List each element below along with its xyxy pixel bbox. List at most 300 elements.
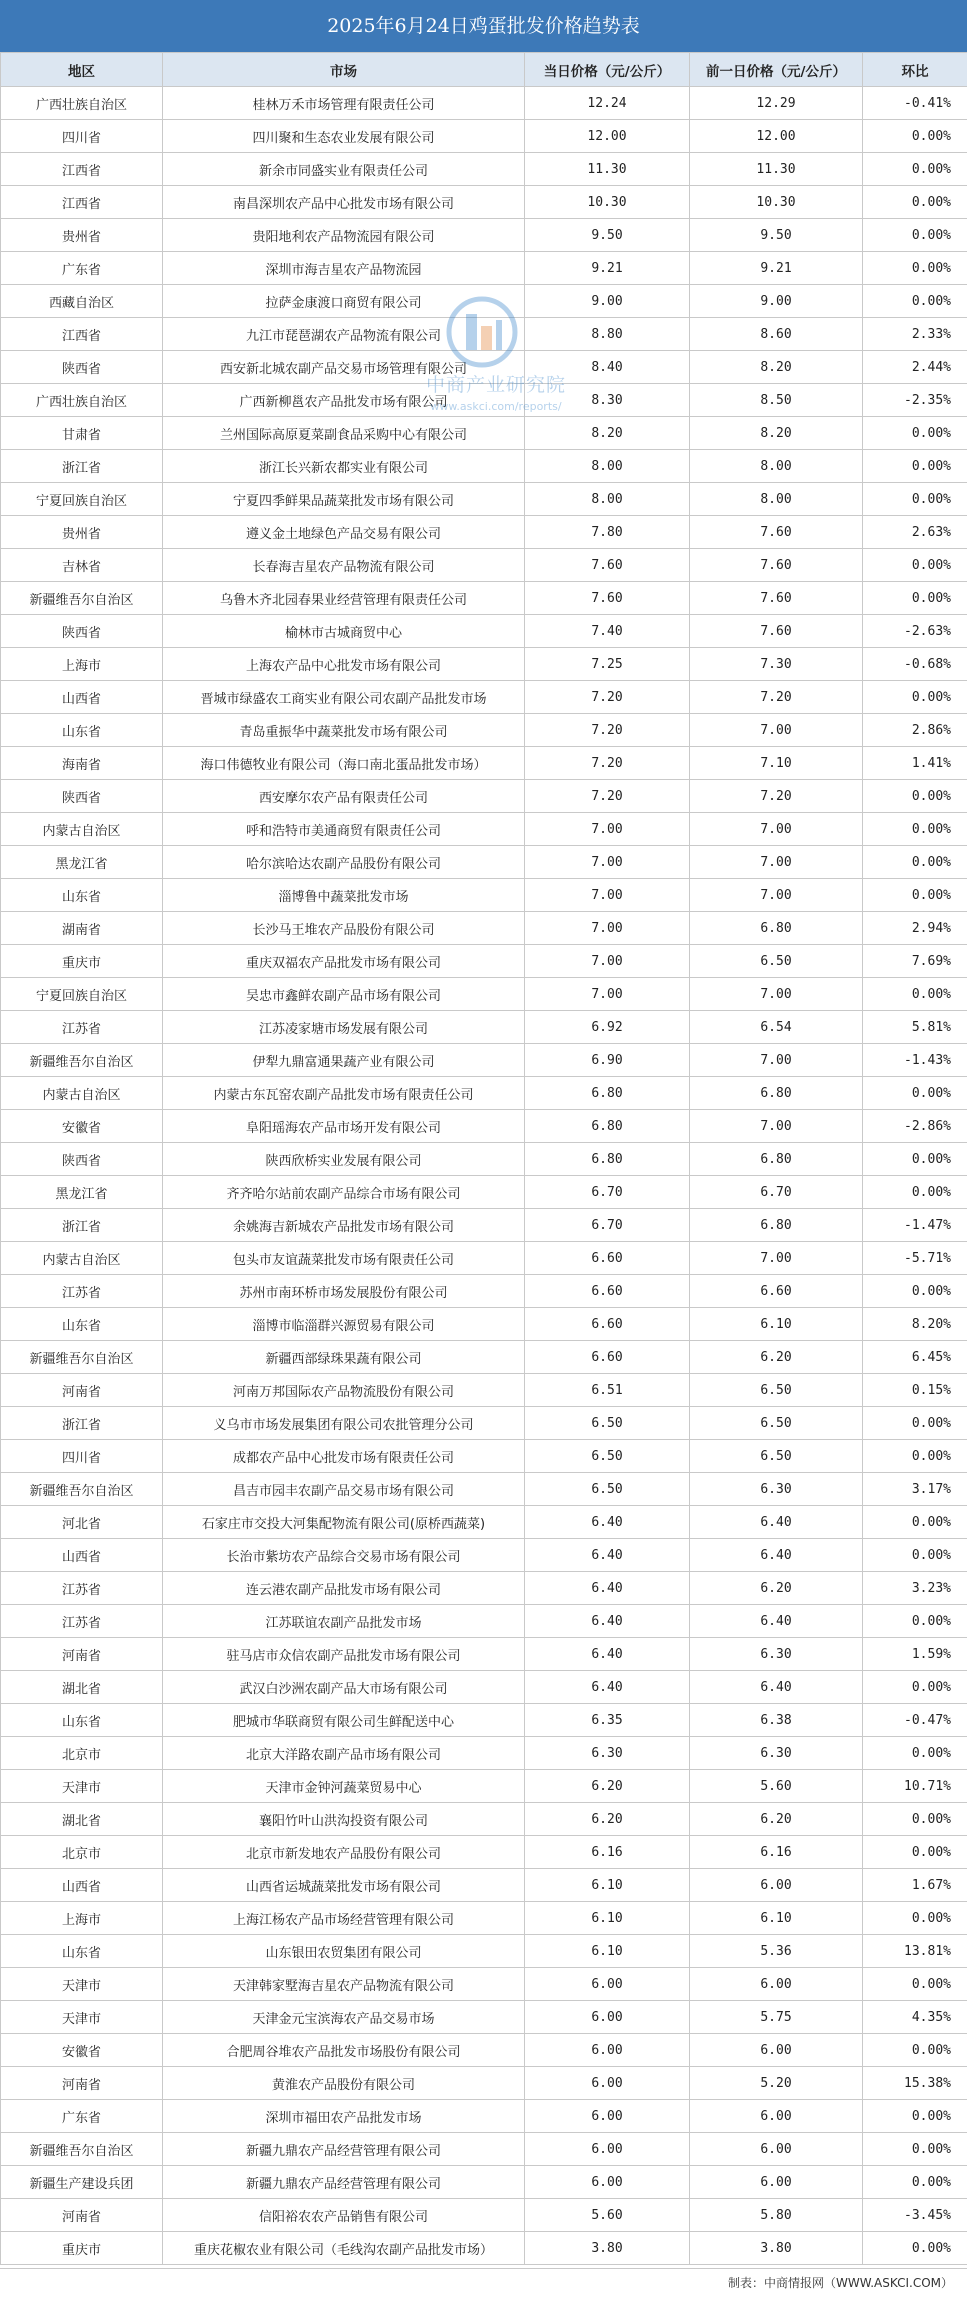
cell-market: 包头市友谊蔬菜批发市场有限责任公司 [163, 1242, 525, 1275]
cell-change: 8.20% [863, 1308, 967, 1341]
cell-region: 贵州省 [1, 516, 163, 549]
table-row [1, 1143, 967, 1176]
cell-prev-price: 8.00 [690, 483, 863, 516]
header-today-price: 当日价格（元/公斤） [525, 53, 690, 87]
cell-market: 武汉白沙洲农副产品大市场有限公司 [163, 1671, 525, 1704]
cell-region: 新疆维吾尔自治区 [1, 1341, 163, 1374]
cell-region: 浙江省 [1, 450, 163, 483]
cell-change: 0.00% [863, 1803, 967, 1836]
cell-market: 桂林万禾市场管理有限责任公司 [163, 87, 525, 120]
cell-prev-price: 6.60 [690, 1275, 863, 1308]
table-row [1, 1374, 967, 1407]
cell-prev-price: 7.00 [690, 1110, 863, 1143]
cell-prev-price: 8.20 [690, 351, 863, 384]
cell-today-price: 6.16 [525, 1836, 690, 1869]
cell-today-price: 6.30 [525, 1737, 690, 1770]
cell-change: 6.45% [863, 1341, 967, 1374]
cell-market: 新疆九鼎农产品经营管理有限公司 [163, 2166, 525, 2199]
cell-prev-price: 6.40 [690, 1506, 863, 1539]
cell-today-price: 7.00 [525, 945, 690, 978]
cell-prev-price: 6.80 [690, 1077, 863, 1110]
cell-region: 天津市 [1, 1770, 163, 1803]
cell-prev-price: 8.00 [690, 450, 863, 483]
cell-prev-price: 6.50 [690, 945, 863, 978]
cell-today-price: 6.80 [525, 1143, 690, 1176]
table-row [1, 120, 967, 153]
cell-region: 上海市 [1, 1902, 163, 1935]
cell-prev-price: 5.80 [690, 2199, 863, 2232]
cell-prev-price: 5.75 [690, 2001, 863, 2034]
cell-today-price: 6.92 [525, 1011, 690, 1044]
table-row [1, 1836, 967, 1869]
cell-today-price: 6.70 [525, 1176, 690, 1209]
cell-change: 2.63% [863, 516, 967, 549]
cell-market: 新疆西部绿珠果蔬有限公司 [163, 1341, 525, 1374]
cell-region: 新疆生产建设兵团 [1, 2166, 163, 2199]
cell-market: 余姚海吉新城农产品批发市场有限公司 [163, 1209, 525, 1242]
cell-change: -5.71% [863, 1242, 967, 1275]
cell-today-price: 6.60 [525, 1341, 690, 1374]
cell-today-price: 7.00 [525, 813, 690, 846]
cell-today-price: 6.20 [525, 1770, 690, 1803]
cell-region: 广东省 [1, 2100, 163, 2133]
cell-prev-price: 9.50 [690, 219, 863, 252]
cell-region: 重庆市 [1, 945, 163, 978]
cell-today-price: 3.80 [525, 2232, 690, 2265]
cell-today-price: 10.30 [525, 186, 690, 219]
cell-region: 广西壮族自治区 [1, 384, 163, 417]
cell-prev-price: 8.50 [690, 384, 863, 417]
cell-change: 0.00% [863, 1407, 967, 1440]
table-row [1, 1539, 967, 1572]
cell-prev-price: 6.10 [690, 1902, 863, 1935]
cell-prev-price: 6.20 [690, 1803, 863, 1836]
cell-change: 13.81% [863, 1935, 967, 1968]
cell-market: 重庆双福农产品批发市场有限公司 [163, 945, 525, 978]
table-row [1, 1440, 967, 1473]
cell-market: 石家庄市交投大河集配物流有限公司(原桥西蔬菜) [163, 1506, 525, 1539]
price-table [0, 52, 967, 2265]
cell-today-price: 6.40 [525, 1506, 690, 1539]
cell-today-price: 8.30 [525, 384, 690, 417]
cell-today-price: 6.80 [525, 1077, 690, 1110]
cell-market: 新疆九鼎农产品经营管理有限公司 [163, 2133, 525, 2166]
watermark-url: www.askci.com/reports/ [396, 400, 596, 413]
cell-market: 重庆花椒农业有限公司（毛线沟农副产品批发市场） [163, 2232, 525, 2265]
cell-prev-price: 7.20 [690, 681, 863, 714]
cell-region: 黑龙江省 [1, 1176, 163, 1209]
cell-change: 15.38% [863, 2067, 967, 2100]
cell-prev-price: 6.00 [690, 2133, 863, 2166]
cell-market: 江苏凌家塘市场发展有限公司 [163, 1011, 525, 1044]
table-row [1, 153, 967, 186]
cell-today-price: 6.40 [525, 1572, 690, 1605]
table-row [1, 516, 967, 549]
cell-change: 0.00% [863, 417, 967, 450]
cell-prev-price: 6.40 [690, 1605, 863, 1638]
cell-region: 吉林省 [1, 549, 163, 582]
cell-market: 晋城市绿盛农工商实业有限公司农副产品批发市场 [163, 681, 525, 714]
cell-change: 0.00% [863, 450, 967, 483]
cell-prev-price: 7.60 [690, 582, 863, 615]
cell-market: 新余市同盛实业有限责任公司 [163, 153, 525, 186]
cell-market: 乌鲁木齐北园春果业经营管理有限责任公司 [163, 582, 525, 615]
cell-prev-price: 6.20 [690, 1341, 863, 1374]
table-row [1, 384, 967, 417]
cell-change: 0.00% [863, 483, 967, 516]
cell-region: 山东省 [1, 714, 163, 747]
cell-today-price: 6.20 [525, 1803, 690, 1836]
cell-change: 0.00% [863, 582, 967, 615]
cell-region: 北京市 [1, 1737, 163, 1770]
cell-region: 山东省 [1, 1308, 163, 1341]
cell-region: 山东省 [1, 879, 163, 912]
table-row [1, 846, 967, 879]
cell-region: 河南省 [1, 1638, 163, 1671]
cell-market: 信阳裕农农产品销售有限公司 [163, 2199, 525, 2232]
cell-market: 天津金元宝滨海农产品交易市场 [163, 2001, 525, 2034]
cell-prev-price: 7.00 [690, 1044, 863, 1077]
table-row [1, 1242, 967, 1275]
cell-today-price: 7.20 [525, 747, 690, 780]
table-row [1, 1671, 967, 1704]
cell-region: 湖南省 [1, 912, 163, 945]
table-row [1, 1506, 967, 1539]
cell-today-price: 8.80 [525, 318, 690, 351]
cell-region: 陕西省 [1, 780, 163, 813]
cell-prev-price: 6.70 [690, 1176, 863, 1209]
cell-market: 北京市新发地农产品股份有限公司 [163, 1836, 525, 1869]
cell-region: 新疆维吾尔自治区 [1, 1473, 163, 1506]
cell-today-price: 6.50 [525, 1473, 690, 1506]
table-row [1, 1638, 967, 1671]
cell-region: 宁夏回族自治区 [1, 978, 163, 1011]
cell-region: 北京市 [1, 1836, 163, 1869]
cell-region: 陕西省 [1, 615, 163, 648]
table-row [1, 1770, 967, 1803]
cell-today-price: 7.00 [525, 846, 690, 879]
cell-prev-price: 6.20 [690, 1572, 863, 1605]
cell-change: 0.00% [863, 1539, 967, 1572]
cell-region: 陕西省 [1, 351, 163, 384]
cell-change: -1.43% [863, 1044, 967, 1077]
table-row [1, 648, 967, 681]
cell-today-price: 7.20 [525, 714, 690, 747]
cell-region: 安徽省 [1, 2034, 163, 2067]
cell-market: 九江市琵琶湖农产品物流有限公司 [163, 318, 525, 351]
table-row [1, 252, 967, 285]
cell-market: 拉萨金康渡口商贸有限公司 [163, 285, 525, 318]
cell-prev-price: 6.00 [690, 1968, 863, 2001]
cell-change: -0.47% [863, 1704, 967, 1737]
cell-region: 内蒙古自治区 [1, 1077, 163, 1110]
cell-market: 西安新北城农副产品交易市场管理有限公司 [163, 351, 525, 384]
cell-market: 肥城市华联商贸有限公司生鲜配送中心 [163, 1704, 525, 1737]
table-row [1, 1704, 967, 1737]
cell-today-price: 7.00 [525, 879, 690, 912]
cell-region: 广西壮族自治区 [1, 87, 163, 120]
table-row [1, 813, 967, 846]
table-row [1, 1176, 967, 1209]
cell-change: 0.00% [863, 2232, 967, 2265]
cell-today-price: 8.20 [525, 417, 690, 450]
cell-region: 浙江省 [1, 1407, 163, 1440]
cell-prev-price: 6.50 [690, 1407, 863, 1440]
cell-prev-price: 6.00 [690, 2034, 863, 2067]
cell-today-price: 6.51 [525, 1374, 690, 1407]
cell-market: 长沙马王堆农产品股份有限公司 [163, 912, 525, 945]
cell-change: -0.41% [863, 87, 967, 120]
cell-region: 江苏省 [1, 1011, 163, 1044]
cell-today-price: 12.24 [525, 87, 690, 120]
cell-region: 河北省 [1, 1506, 163, 1539]
table-row [1, 1011, 967, 1044]
table-row [1, 1803, 967, 1836]
cell-market: 天津市金钟河蔬菜贸易中心 [163, 1770, 525, 1803]
cell-region: 四川省 [1, 1440, 163, 1473]
cell-prev-price: 6.00 [690, 1869, 863, 1902]
cell-change: 0.00% [863, 2133, 967, 2166]
cell-today-price: 6.90 [525, 1044, 690, 1077]
cell-region: 甘肃省 [1, 417, 163, 450]
cell-prev-price: 6.30 [690, 1473, 863, 1506]
table-row [1, 87, 967, 120]
cell-today-price: 6.50 [525, 1407, 690, 1440]
table-row [1, 1044, 967, 1077]
cell-today-price: 7.40 [525, 615, 690, 648]
cell-today-price: 6.60 [525, 1308, 690, 1341]
table-row [1, 2034, 967, 2067]
cell-prev-price: 6.00 [690, 2166, 863, 2199]
cell-prev-price: 12.29 [690, 87, 863, 120]
cell-region: 海南省 [1, 747, 163, 780]
cell-change: 0.00% [863, 846, 967, 879]
cell-market: 海口伟德牧业有限公司（海口南北蛋品批发市场） [163, 747, 525, 780]
cell-prev-price: 6.40 [690, 1539, 863, 1572]
watermark-name: 中商产业研究院 [396, 370, 596, 397]
table-row [1, 1869, 967, 1902]
cell-prev-price: 10.30 [690, 186, 863, 219]
cell-change: 2.44% [863, 351, 967, 384]
cell-region: 广东省 [1, 252, 163, 285]
cell-region: 内蒙古自治区 [1, 1242, 163, 1275]
cell-prev-price: 6.38 [690, 1704, 863, 1737]
cell-market: 南昌深圳农产品中心批发市场有限公司 [163, 186, 525, 219]
cell-region: 江苏省 [1, 1605, 163, 1638]
header-region: 地区 [1, 53, 163, 87]
cell-region: 新疆维吾尔自治区 [1, 2133, 163, 2166]
table-row [1, 351, 967, 384]
cell-change: 5.81% [863, 1011, 967, 1044]
cell-market: 连云港农副产品批发市场有限公司 [163, 1572, 525, 1605]
table-row [1, 417, 967, 450]
cell-market: 天津韩家墅海吉星农产品物流有限公司 [163, 1968, 525, 2001]
cell-market: 浙江长兴新农都实业有限公司 [163, 450, 525, 483]
cell-today-price: 7.25 [525, 648, 690, 681]
table-body [1, 87, 967, 2265]
cell-change: 4.35% [863, 2001, 967, 2034]
cell-market: 上海江杨农产品市场经营管理有限公司 [163, 1902, 525, 1935]
cell-change: 0.00% [863, 285, 967, 318]
cell-change: 0.00% [863, 1968, 967, 2001]
table-row [1, 2001, 967, 2034]
table-row [1, 2100, 967, 2133]
cell-today-price: 11.30 [525, 153, 690, 186]
cell-prev-price: 9.21 [690, 252, 863, 285]
cell-today-price: 6.60 [525, 1275, 690, 1308]
table-row [1, 1308, 967, 1341]
cell-region: 山西省 [1, 681, 163, 714]
cell-today-price: 7.00 [525, 978, 690, 1011]
cell-market: 西安摩尔农产品有限责任公司 [163, 780, 525, 813]
cell-change: 0.15% [863, 1374, 967, 1407]
table-row [1, 1473, 967, 1506]
cell-today-price: 9.00 [525, 285, 690, 318]
cell-prev-price: 7.60 [690, 516, 863, 549]
cell-change: -2.63% [863, 615, 967, 648]
cell-change: 0.00% [863, 120, 967, 153]
cell-region: 江西省 [1, 186, 163, 219]
table-row [1, 318, 967, 351]
cell-region: 山西省 [1, 1869, 163, 1902]
cell-today-price: 6.10 [525, 1902, 690, 1935]
cell-today-price: 8.00 [525, 450, 690, 483]
cell-region: 山东省 [1, 1704, 163, 1737]
cell-market: 呼和浩特市美通商贸有限责任公司 [163, 813, 525, 846]
cell-today-price: 6.40 [525, 1671, 690, 1704]
cell-change: 0.00% [863, 1902, 967, 1935]
cell-region: 河南省 [1, 2067, 163, 2100]
cell-prev-price: 7.60 [690, 615, 863, 648]
cell-today-price: 6.00 [525, 2034, 690, 2067]
cell-region: 浙江省 [1, 1209, 163, 1242]
cell-market: 江苏联谊农副产品批发市场 [163, 1605, 525, 1638]
cell-today-price: 5.60 [525, 2199, 690, 2232]
cell-change: 0.00% [863, 1143, 967, 1176]
cell-market: 昌吉市园丰农副产品交易市场有限公司 [163, 1473, 525, 1506]
cell-market: 榆林市古城商贸中心 [163, 615, 525, 648]
table-row [1, 1968, 967, 2001]
table-row [1, 1935, 967, 1968]
cell-prev-price: 5.60 [690, 1770, 863, 1803]
cell-today-price: 6.80 [525, 1110, 690, 1143]
table-row [1, 1341, 967, 1374]
cell-region: 四川省 [1, 120, 163, 153]
cell-market: 四川聚和生态农业发展有限公司 [163, 120, 525, 153]
cell-change: -2.86% [863, 1110, 967, 1143]
cell-region: 江苏省 [1, 1275, 163, 1308]
cell-prev-price: 7.00 [690, 978, 863, 1011]
cell-prev-price: 6.16 [690, 1836, 863, 1869]
table-row [1, 1110, 967, 1143]
cell-market: 襄阳竹叶山洪沟投资有限公司 [163, 1803, 525, 1836]
cell-today-price: 6.60 [525, 1242, 690, 1275]
cell-region: 天津市 [1, 2001, 163, 2034]
cell-prev-price: 7.00 [690, 1242, 863, 1275]
cell-change: 0.00% [863, 780, 967, 813]
table-title: 2025年6月24日鸡蛋批发价格趋势表 [0, 0, 967, 52]
cell-region: 山西省 [1, 1539, 163, 1572]
cell-market: 深圳市福田农产品批发市场 [163, 2100, 525, 2133]
cell-region: 江西省 [1, 318, 163, 351]
table-row [1, 2133, 967, 2166]
table-row [1, 978, 967, 1011]
cell-prev-price: 9.00 [690, 285, 863, 318]
cell-market: 北京大洋路农副产品市场有限公司 [163, 1737, 525, 1770]
table-row [1, 1275, 967, 1308]
cell-market: 淄博市临淄群兴源贸易有限公司 [163, 1308, 525, 1341]
cell-change: 3.23% [863, 1572, 967, 1605]
cell-today-price: 7.80 [525, 516, 690, 549]
cell-region: 河南省 [1, 1374, 163, 1407]
cell-today-price: 6.00 [525, 2133, 690, 2166]
cell-region: 内蒙古自治区 [1, 813, 163, 846]
cell-region: 宁夏回族自治区 [1, 483, 163, 516]
cell-change: 0.00% [863, 1671, 967, 1704]
cell-region: 江苏省 [1, 1572, 163, 1605]
cell-change: 0.00% [863, 1077, 967, 1110]
cell-change: 0.00% [863, 1506, 967, 1539]
table-row [1, 219, 967, 252]
cell-change: 0.00% [863, 681, 967, 714]
cell-prev-price: 6.80 [690, 1209, 863, 1242]
cell-change: -3.45% [863, 2199, 967, 2232]
table-row [1, 1902, 967, 1935]
cell-prev-price: 7.00 [690, 879, 863, 912]
cell-today-price: 6.35 [525, 1704, 690, 1737]
table-row [1, 1209, 967, 1242]
cell-change: 1.59% [863, 1638, 967, 1671]
cell-prev-price: 8.60 [690, 318, 863, 351]
cell-market: 驻马店市众信农副产品批发市场有限公司 [163, 1638, 525, 1671]
cell-prev-price: 8.20 [690, 417, 863, 450]
table-row [1, 945, 967, 978]
cell-region: 山东省 [1, 1935, 163, 1968]
header-row [1, 53, 967, 87]
table-row [1, 285, 967, 318]
cell-change: 10.71% [863, 1770, 967, 1803]
cell-market: 义乌市市场发展集团有限公司农批管理分公司 [163, 1407, 525, 1440]
table-row [1, 549, 967, 582]
cell-market: 长治市紫坊农产品综合交易市场有限公司 [163, 1539, 525, 1572]
cell-prev-price: 6.00 [690, 2100, 863, 2133]
cell-prev-price: 6.50 [690, 1374, 863, 1407]
cell-today-price: 6.10 [525, 1869, 690, 1902]
cell-today-price: 7.60 [525, 549, 690, 582]
header-change: 环比 [863, 53, 967, 87]
table-row [1, 1737, 967, 1770]
cell-market: 青岛重振华中蔬菜批发市场有限公司 [163, 714, 525, 747]
cell-prev-price: 6.80 [690, 1143, 863, 1176]
table-row [1, 615, 967, 648]
cell-market: 陕西欣桥实业发展有限公司 [163, 1143, 525, 1176]
cell-today-price: 6.00 [525, 2166, 690, 2199]
cell-change: 2.33% [863, 318, 967, 351]
cell-change: 0.00% [863, 1737, 967, 1770]
cell-region: 新疆维吾尔自治区 [1, 582, 163, 615]
cell-change: 2.94% [863, 912, 967, 945]
header-prev-price: 前一日价格（元/公斤） [690, 53, 863, 87]
cell-change: 0.00% [863, 1176, 967, 1209]
table-row [1, 2199, 967, 2232]
cell-prev-price: 7.20 [690, 780, 863, 813]
cell-market: 山东银田农贸集团有限公司 [163, 1935, 525, 1968]
cell-prev-price: 11.30 [690, 153, 863, 186]
cell-change: 0.00% [863, 1836, 967, 1869]
table-row [1, 714, 967, 747]
cell-market: 黄淮农产品股份有限公司 [163, 2067, 525, 2100]
cell-change: 0.00% [863, 186, 967, 219]
